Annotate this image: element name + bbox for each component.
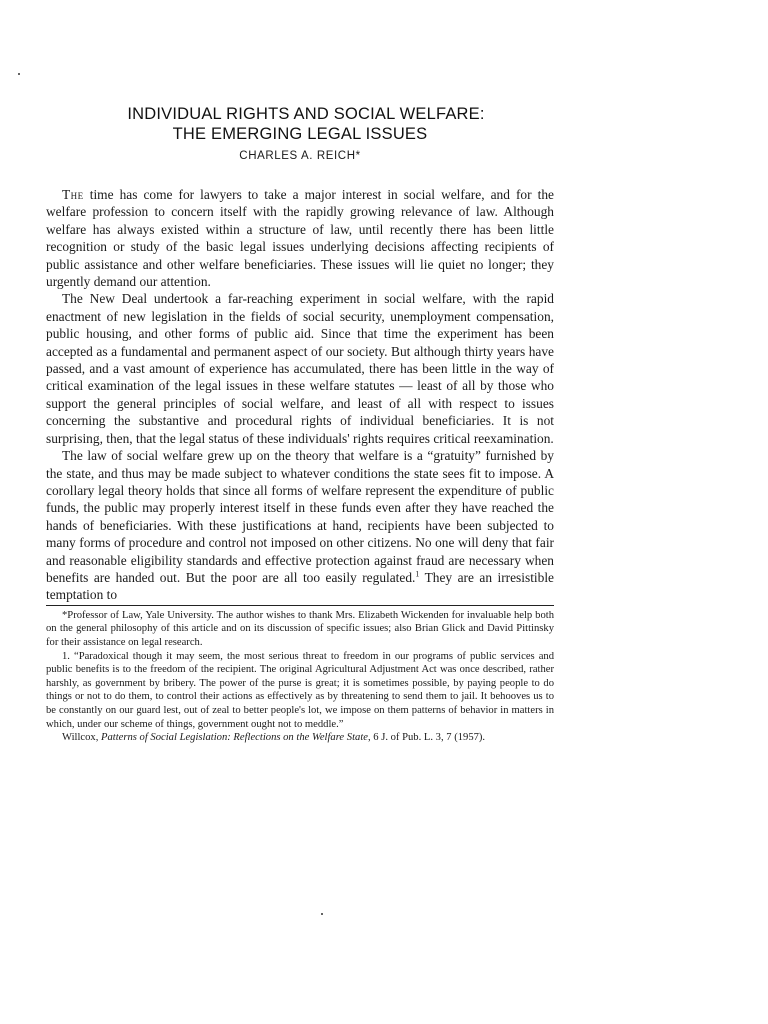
citation-rest: , 6 J. of Pub. L. 3, 7 (1957).	[367, 732, 486, 744]
article-page	[46, 104, 554, 745]
title-line-1: INDIVIDUAL RIGHTS AND SOCIAL WELFARE:	[127, 105, 485, 123]
footnote-ref-1: 1	[415, 569, 420, 579]
footnote-1: 1. “Paradoxical though it may seem, the most serious threat to freedom in our programs of public services and public benefits is to the freedom of the recipient. The original Agricultural Adjustment Act was once described, rather harshly, as government by bribery. The power of the purse is great; it is sometimes possible, by paying people to do things or not to do them, to control their actions as effectively as by threatening to send them to jail. It behooves us to be constantly on our guard lest, out of zeal to better people's lot, we impose on them patterns of behavior in matters in which, under our scheme of things, government ought not to meddle.”	[46, 650, 554, 730]
citation-title: Patterns of Social Legislation: Reflections on the Welfare State	[101, 732, 368, 744]
scan-speck-top	[18, 73, 20, 75]
article-body	[46, 186, 554, 604]
paragraph-1	[46, 186, 554, 290]
footnotes	[46, 609, 554, 745]
footnote-divider	[46, 605, 554, 606]
paragraph-2: The New Deal undertook a far-reaching experiment in social welfare, with the rapid enactment of new legislation in the fields of social security, unemployment compensation, public housing, and other forms of public aid. Since that time the experiment has been accepted as a fundamental and permanent aspect of our society. But although thirty years have passed, and a vast amount of experience has accumulated, there has been little in the way of critical examination of the legal issues in these welfare statutes — least of all by those who support the general principles of social welfare, and least of all with respect to issues concerning the substantive and procedural rights of individual beneficiaries. It is not surprising, then, that the legal status of these individuals' rights requires critical reexamination.	[46, 291, 554, 446]
footnote-citation	[46, 731, 554, 745]
drop-lead-word: The	[62, 187, 84, 202]
paragraph-3-text-a: The law of social welfare grew up on the theory that welfare is a “gratuity” furnished by the state, and thus may be made subject to whatever conditions the state sees fit to impose. A corollary legal theory holds that since all forms of welfare represent the expenditure of public funds, the public may properly interest itself in these funds even after they have reached the hands of beneficiaries. With these justifications at hand, recipients have been subjected to many forms of procedure and control not imposed on other citizens. No one will deny that fair and reasonable eligibility standards and effective protection against fraud are necessary when benefits are handed out. But the poor are all too easily regulated.	[46, 448, 554, 585]
footnote-star: *Professor of Law, Yale University. The author wishes to thank Mrs. Elizabeth Wickenden for invaluable help both on the general philosophy of this article and on its discussion of specific issues; also Brian Glick and David Pittinsky for their assistance on legal research.	[46, 609, 554, 648]
paragraph-3	[46, 447, 554, 604]
scan-speck-bottom	[321, 913, 323, 915]
paragraph-1-text: time has come for lawyers to take a major interest in social welfare, and for the welfare profession to concern itself with the rapidly growing relevance of law. Although welfare has always existed within a structure of law, until recently there has been little recognition or study of the basic legal issues underlying decisions affecting recipients of public assistance and other welfare beneficiaries. These issues will lie quiet no longer; they urgently demand our attention.	[46, 187, 554, 290]
title-line-2: THE EMERGING LEGAL ISSUES	[172, 125, 428, 143]
paragraph-3-text-b: They are an irresistible temptation to	[46, 569, 554, 603]
citation-author: Willcox,	[62, 732, 101, 744]
article-title	[46, 104, 554, 144]
author-byline: CHARLES A. REICH*	[239, 150, 361, 162]
